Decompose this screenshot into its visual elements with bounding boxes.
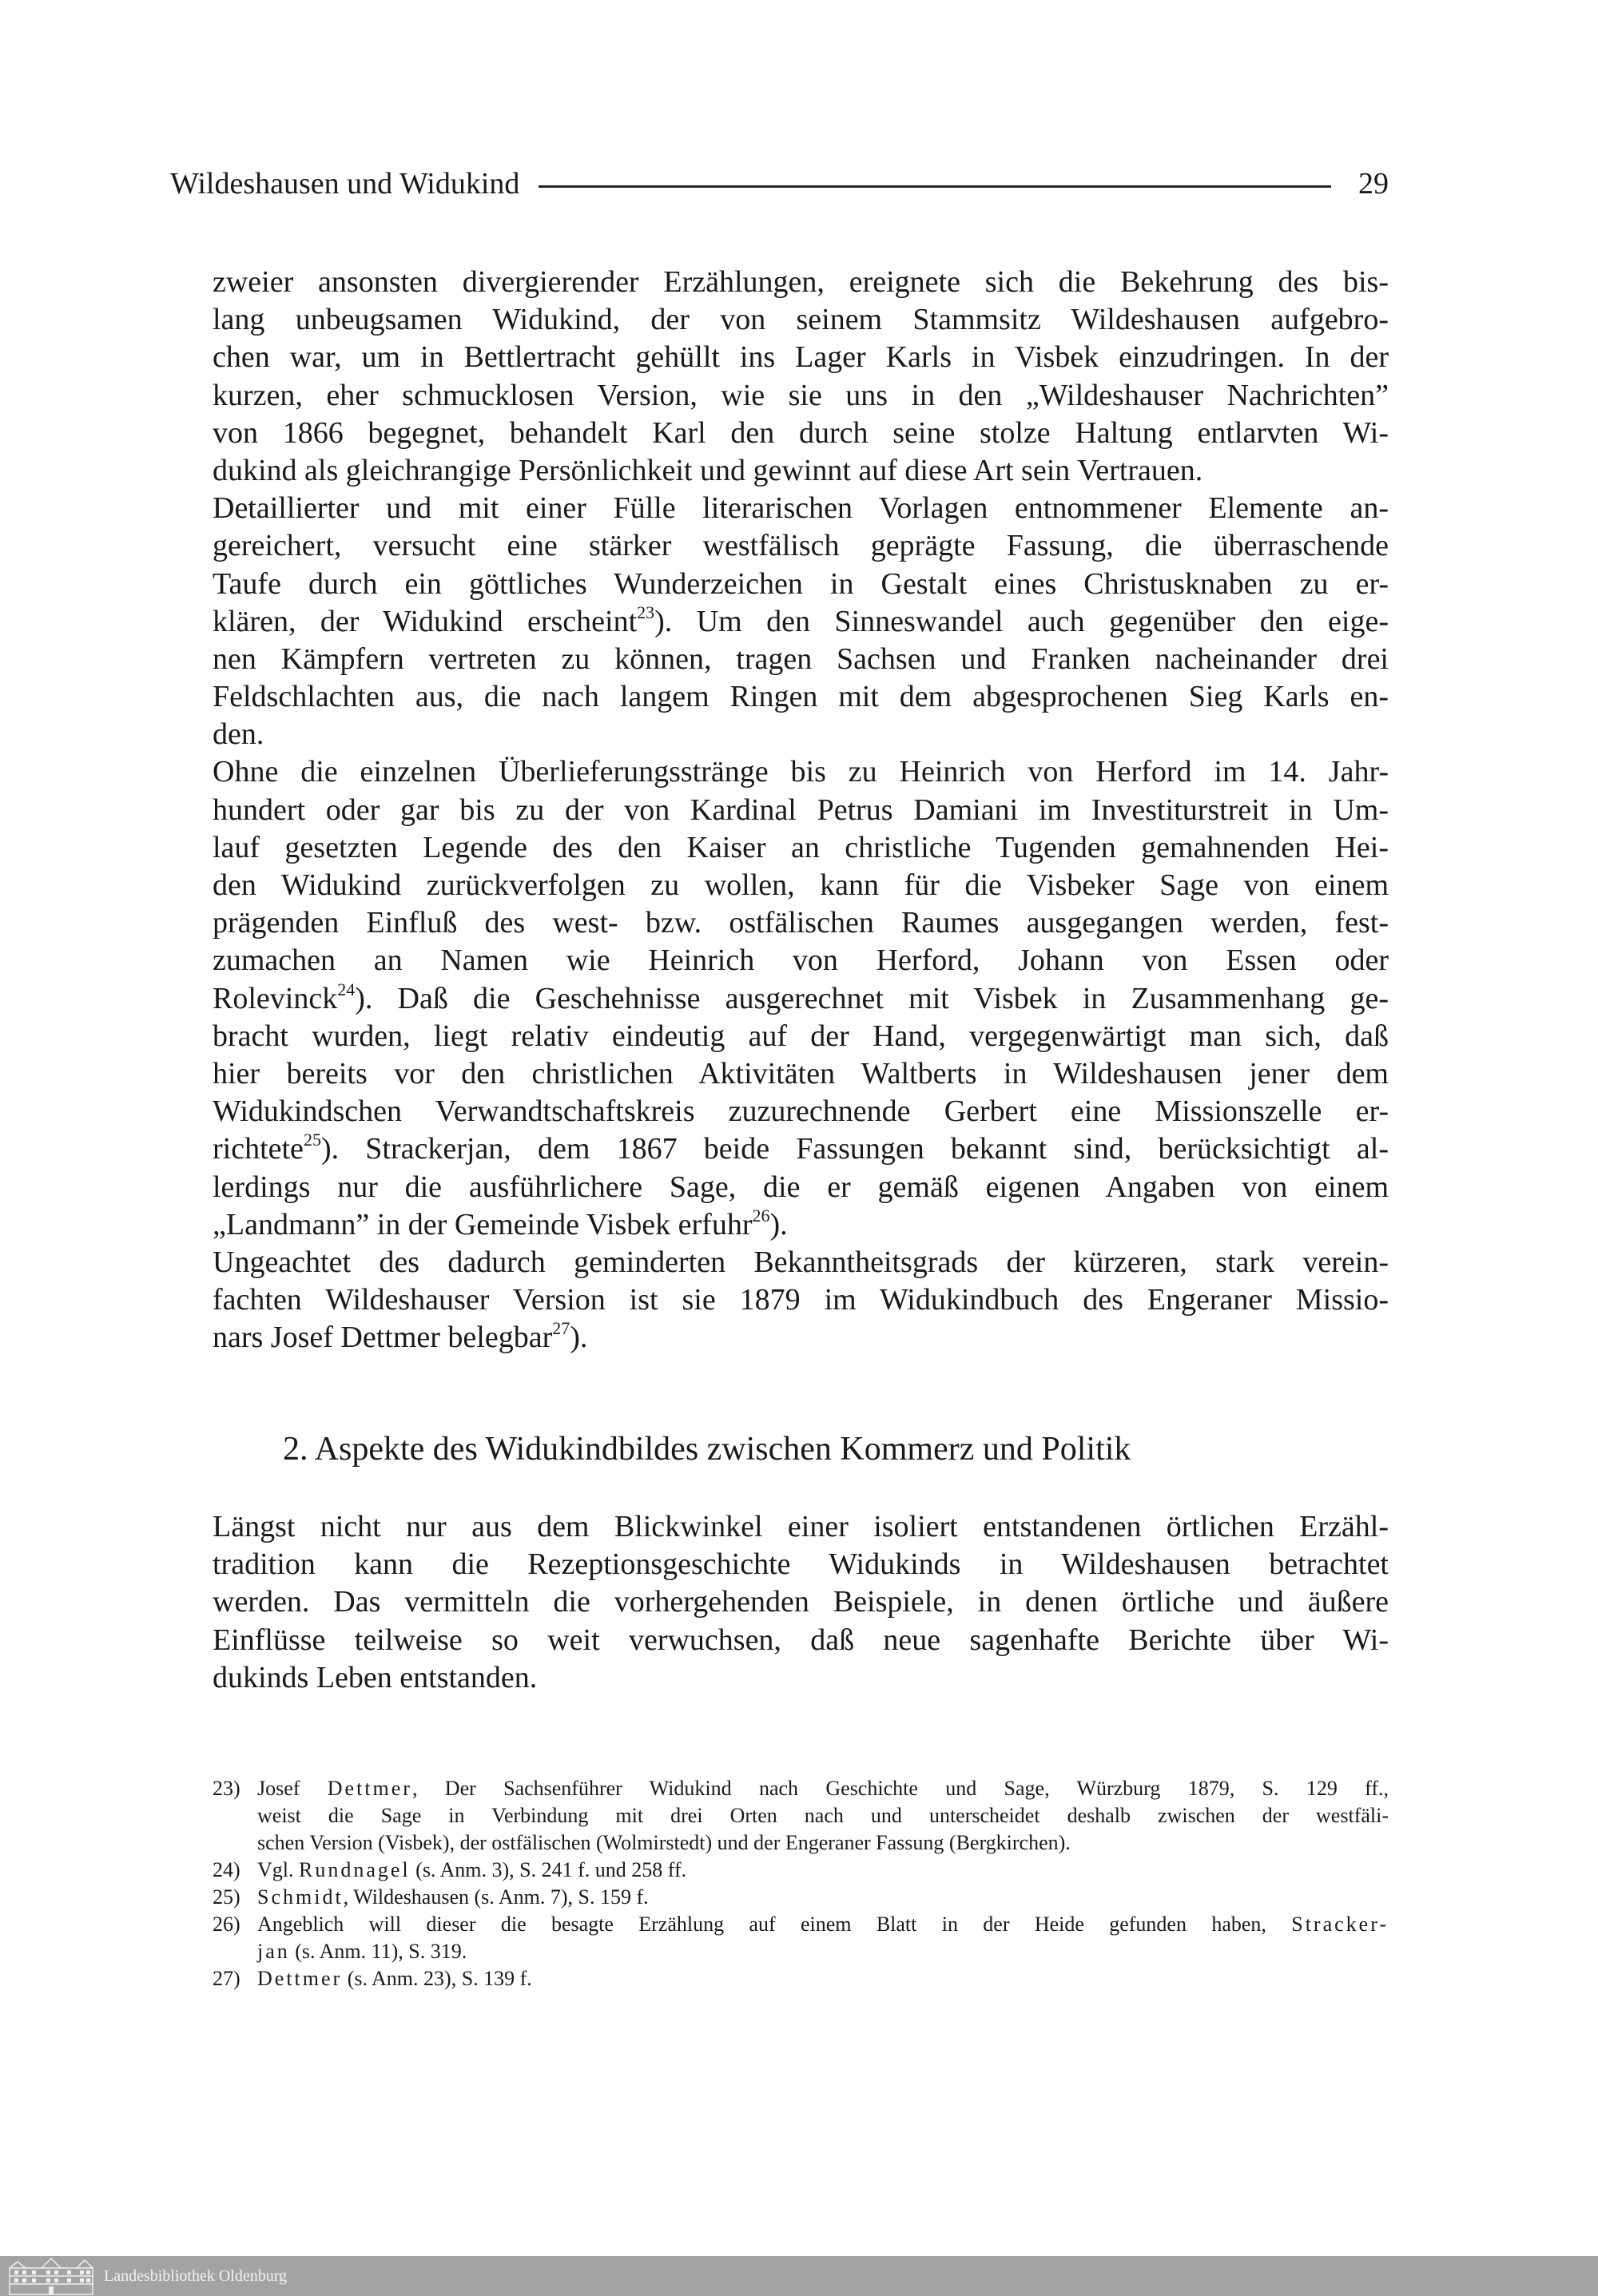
footnote-reference: 26 [752, 1205, 770, 1225]
text-line: zweier ansonsten divergierender Erzählungen, ereignete sich die Bekehrung des bis- [213, 265, 1389, 299]
footnote-text: Vgl. Rundnagel (s. Anm. 3), S. 241 f. und 258 ff. [257, 1858, 687, 1881]
text-line: kurzen, eher schmucklosen Version, wie sie uns in den „Wildeshauser Nachrichten” [213, 378, 1389, 412]
footnote [213, 1965, 1389, 1992]
text-line: fachten Wildeshauser Version ist sie 1879 im Widukindbuch des Engeraner Missio- [213, 1283, 1389, 1317]
text-line: hundert oder gar bis zu der von Kardinal Petrus Damiani im Investiturstreit in Um- [213, 792, 1389, 827]
footnote-text: Dettmer (s. Anm. 23), S. 139 f. [257, 1967, 532, 1990]
text-line: nen Kämpfern vertreten zu können, tragen Sachsen und Franken nacheinander drei [213, 642, 1389, 676]
text-line: lerdings nur die ausführlichere Sage, die er gemäß eigenen Angaben von einem [213, 1170, 1389, 1204]
footnote-reference: 25 [303, 1130, 321, 1150]
text-line: Ohne die einzelnen Überlieferungsstränge bis zu Heinrich von Herford im 14. Jahr- [213, 755, 1389, 789]
text-line: richtete$^{25}$). Strackerjan, dem 1867 beide Fassungen bekannt sind, berücksichtigt al- [213, 1130, 1389, 1166]
footnote-text: Schmidt, Wildeshausen (s. Anm. 7), S. 159 f. [257, 1885, 649, 1909]
author-name: Dettmer [327, 1777, 412, 1800]
header-rule [539, 185, 1331, 188]
author-name: jan [257, 1940, 290, 1963]
footnote-number: 26) [213, 1913, 240, 1936]
footnote-text: Josef Dettmer, Der Sachsenführer Widukind nach Geschichte und Sage, Würzburg 1879, S. 129 ff., weist die Sage in Verbindung mit drei Orten nach und unterscheidet deshalb zwischen der westfäli- schen Version (Visbek), der ostfälischen (Wolmirstedt) und der Engeraner Fassung (Bergkirchen). [257, 1777, 1389, 1854]
body-text-block-1 [213, 264, 1389, 1357]
text-line: klären, der Widukind erscheint$^{23}$). Um den Sinneswandel auch gegenüber den eige- [213, 602, 1389, 638]
text-line: werden. Das vermitteln die vorhergehenden Beispiele, in denen örtliche und äußere [213, 1585, 1389, 1619]
author-name: Dettmer [257, 1967, 343, 1990]
text-line: prägenden Einfluß des west- bzw. ostfälischen Raumes ausgegangen werden, fest- [213, 906, 1389, 940]
footnote-number: 23) [213, 1777, 240, 1800]
text-line: tradition kann die Rezeptionsgeschichte Widukinds in Wildeshausen betrachtet [213, 1547, 1389, 1582]
footnote-text: Angeblich will dieser die besagte Erzählung auf einem Blatt in der Heide gefunden haben, Stracker- jan (s. Anm. 11), S. 319. [257, 1913, 1389, 1963]
text-line: hier bereits vor den christlichen Aktivitäten Waltberts in Wildeshausen jener dem [213, 1056, 1389, 1090]
footnote-reference: 24 [337, 979, 356, 999]
library-building-icon [6, 2257, 96, 2295]
text-line: lauf gesetzten Legende des den Kaiser an christliche Tugenden gemahnenden Hei- [213, 830, 1389, 864]
text-line: Feldschlachten aus, die nach langem Ringen mit dem abgesprochenen Sieg Karls en- [213, 680, 1389, 714]
footnote [213, 1911, 1389, 1965]
author-name: Rundnagel [299, 1858, 411, 1881]
footnote-reference: 27 [552, 1318, 570, 1339]
text-line: nars Josef Dettmer belegbar$^{27}$). [213, 1318, 588, 1355]
page-number: 29 [1358, 167, 1389, 201]
text-line: „Landmann” in der Gemeinde Visbek erfuhr$^{26}$). [213, 1205, 788, 1241]
footnote [213, 1775, 1389, 1857]
footnote [213, 1857, 1389, 1884]
text-line: dukind als gleichrangige Persönlichkeit und gewinnt auf diese Art sein Vertrauen. [213, 453, 1203, 487]
footnote [213, 1884, 1389, 1911]
footnotes [213, 1775, 1389, 1992]
footnote-number: 27) [213, 1967, 240, 1990]
text-line: Ungeachtet des dadurch geminderten Bekanntheitsgrads der kürzeren, stark verein- [213, 1245, 1389, 1279]
text-line: zumachen an Namen wie Heinrich von Herford, Johann von Essen oder [213, 943, 1389, 978]
author-name: Stracker- [1291, 1913, 1389, 1936]
text-line: den Widukind zurückverfolgen zu wollen, kann für die Visbeker Sage von einem [213, 868, 1389, 902]
text-line: Rolevinck$^{24}$). Daß die Geschehnisse ausgerechnet mit Visbek in Zusammenhang ge- [213, 979, 1389, 1015]
footnote-number: 25) [213, 1885, 240, 1909]
library-name: Landesbibliothek Oldenburg [104, 2266, 288, 2285]
footnote-number: 24) [213, 1858, 240, 1881]
section-heading: 2. Aspekte des Widukindbildes zwischen Kommerz und Politik [283, 1431, 1131, 1468]
text-line: Widukindschen Verwandtschaftskreis zuzurechnende Gerbert eine Missionszelle er- [213, 1094, 1389, 1129]
running-head [170, 164, 1389, 204]
text-line: gereichert, versucht eine stärker westfälisch geprägte Fassung, die überraschende [213, 529, 1389, 563]
body-text-block-2 [213, 1508, 1389, 1697]
text-line: lang unbeugsamen Widukind, der von seinem Stammsitz Wildeshausen aufgebro- [213, 303, 1389, 337]
running-head-title: Wildeshausen und Widukind [170, 167, 520, 201]
text-line: Taufe durch ein göttliches Wunderzeichen in Gestalt eines Christusknaben zu er- [213, 566, 1389, 601]
footnote-reference: 23 [637, 602, 655, 622]
author-name: Schmidt [257, 1885, 344, 1909]
text-line: dukinds Leben entstanden. [213, 1660, 538, 1694]
text-line: Detaillierter und mit einer Fülle literarischen Vorlagen entnommener Elemente an- [213, 491, 1389, 526]
footer-bar [0, 2256, 1598, 2296]
text-line: bracht wurden, liegt relativ eindeutig auf der Hand, vergegenwärtigt man sich, daß [213, 1019, 1389, 1053]
text-line: von 1866 begegnet, behandelt Karl den durch seine stolze Haltung entlarvten Wi- [213, 415, 1389, 450]
text-line: chen war, um in Bettlertracht gehüllt ins Lager Karls in Visbek einzudringen. In der [213, 340, 1389, 375]
text-line: Einflüsse teilweise so weit verwuchsen, daß neue sagenhafte Berichte über Wi- [213, 1623, 1389, 1657]
text-line: den. [213, 717, 264, 752]
text-line: Längst nicht nur aus dem Blickwinkel einer isoliert entstandenen örtlichen Erzähl- [213, 1510, 1389, 1543]
